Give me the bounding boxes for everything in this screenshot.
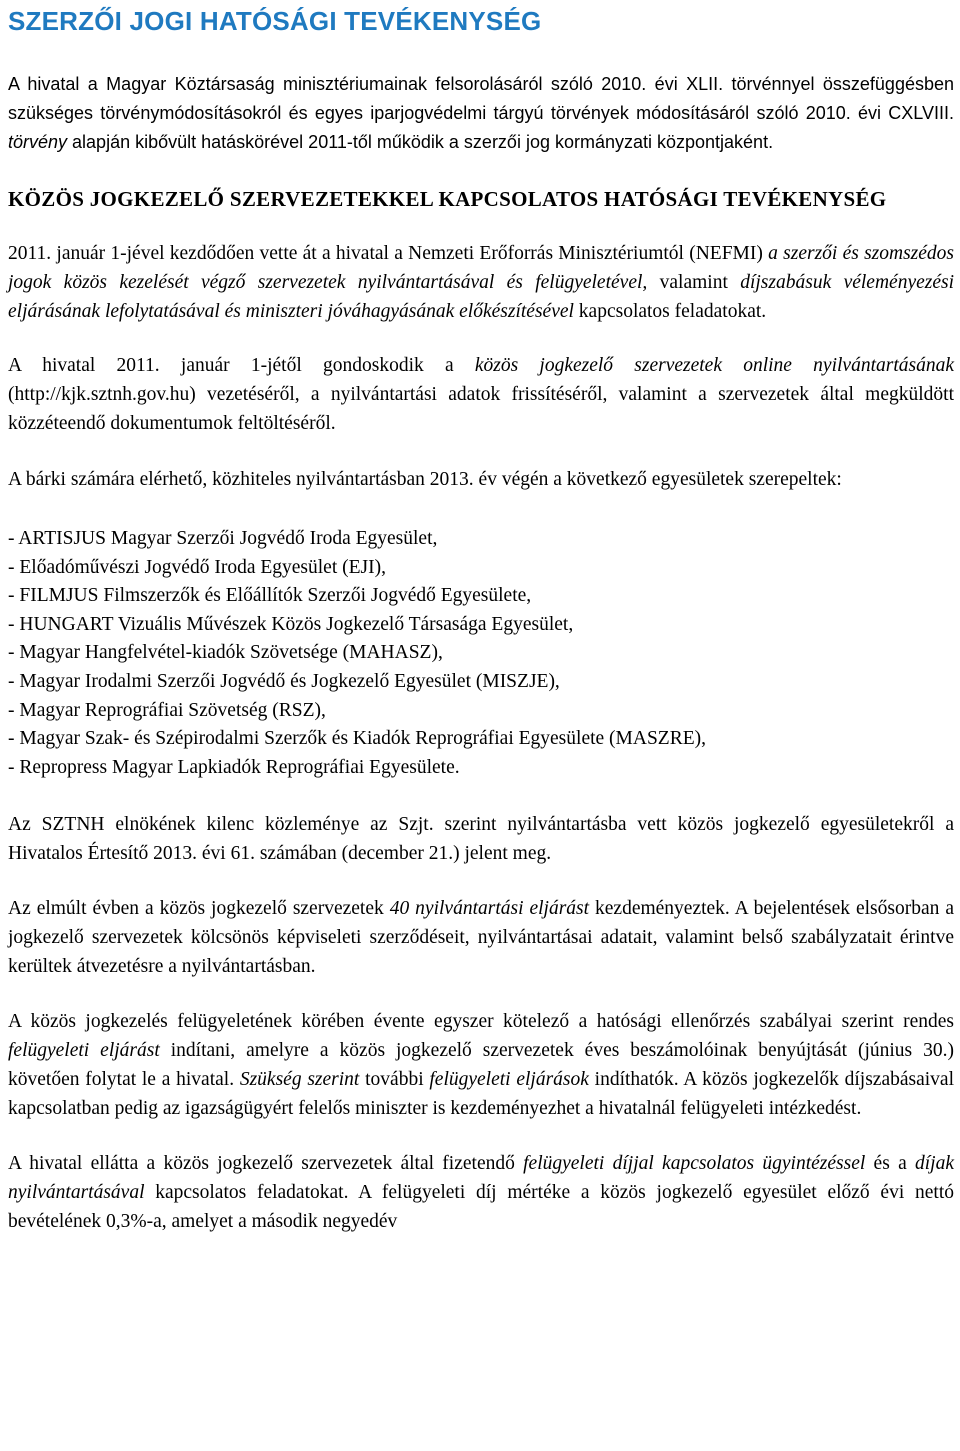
association-list: [8, 525, 954, 782]
italic-text: felügyeleti eljárást: [8, 1040, 160, 1062]
italic-text: 40 nyilvántartási eljárást: [389, 898, 590, 920]
text: indítani, amelyre a közös jogkezelő szervezetek éves beszámolóinak benyújtását (június 30.) követően folytat le a hivatal.: [8, 1040, 954, 1091]
paragraph-transfer: [8, 239, 954, 326]
text: A hivatal 2011. január 1-jétől gondoskodik a: [8, 355, 475, 376]
italic-text: díjak nyilvántartásával: [8, 1153, 954, 1204]
italic-text: a szerzői és szomszédos jogok közös kezelését végző szervezetek nyilvántartásával és felügyeletével,: [8, 243, 955, 293]
paragraph-registry-intro: A bárki számára elérhető, közhiteles nyilvántartásban 2013. év végén a következő egyesületek szerepeltek:: [8, 469, 842, 490]
text: kezdeményeztek. A bejelentések elsősorban a jogkezelő szervezetek kölcsönös képviseleti szerződéseit, nyilvántartásai adatait, valamint belső szabályzatait érintve kerültek átvezetésre a nyilvántartásban.: [8, 898, 954, 978]
section-heading: KÖZÖS JOGKEZELŐ SZERVEZETEKKEL KAPCSOLATOS HATÓSÁGI TEVÉKENYSÉG: [8, 187, 887, 211]
paragraph-procedures: [8, 894, 954, 981]
intro-text: A hivatal a Magyar Köztársaság minisztériumainak felsorolásáról szóló 2010. évi XLII. törvénnyel összefüggésben szükséges törvénymódosításokról és egyes iparjogvédelmi tárgyú törvények módosításáról szóló 2010. évi CXLVIII.: [8, 74, 954, 123]
list-item: - FILMJUS Filmszerzők és Előállítók Szerzői Jogvédő Egyesülete,: [8, 585, 532, 607]
intro-italic: törvény: [8, 132, 68, 152]
document-page: [8, 0, 954, 1236]
text: kapcsolatos feladatokat.: [573, 301, 767, 322]
text: A közös jogkezelés felügyeletének körében évente egyszer kötelező a hatósági ellenőrzés szabályai szerint rendes: [8, 1011, 954, 1033]
italic-text: felügyeleti díjjal kapcsolatos ügyintézéssel: [523, 1153, 866, 1175]
text: kapcsolatos feladatokat. A felügyeleti díj mértéke a közös jogkezelő egyesület előző évi nettó bevételének 0,3%-a, amelyet a második negyedév: [8, 1182, 954, 1233]
list-item: - Előadóművészi Jogvédő Iroda Egyesület (EJI),: [8, 556, 386, 578]
text: A hivatal ellátta a közös jogkezelő szervezetek által fizetendő: [8, 1153, 524, 1175]
italic-text: Szükség szerint: [239, 1069, 360, 1091]
intro-paragraph: [8, 70, 954, 157]
list-item: - Magyar Szak- és Szépirodalmi Szerzők és Kiadók Reprográfiai Egyesülete (MASZRE),: [8, 728, 707, 750]
paragraph-supervision: [8, 1007, 954, 1123]
text: Az elmúlt évben a közös jogkezelő szervezetek: [8, 898, 390, 920]
list-item: - HUNGART Vizuális Művészek Közös Jogkezelő Társasága Egyesület,: [8, 613, 574, 635]
text: 2011. január 1-jével kezdődően vette át a hivatal a Nemzeti Erőforrás Minisztériumtól (NEFMI): [8, 243, 769, 264]
list-item: - Magyar Reprográfiai Szövetség (RSZ),: [8, 699, 326, 721]
text: további: [359, 1069, 430, 1091]
italic-text: felügyeleti eljárások: [429, 1069, 589, 1091]
list-item: - Magyar Irodalmi Szerzői Jogvédő és Jogkezelő Egyesület (MISZJE),: [8, 670, 560, 692]
paragraph-announcements: Az SZTNH elnökének kilenc közleménye az Szjt. szerint nyilvántartásba vett közös jogkezelő egyesületekről a Hivatalos Értesítő 2013. évi 61. számában (december 21.) jelent meg.: [8, 814, 954, 865]
text: és a: [865, 1153, 915, 1175]
text: indíthatók. A közös jogkezelők díjszabásaival kapcsolatban pedig az igazságügyért felelős miniszter is kezdeményezhet a hivatalnál felügyeleti intézkedést.: [8, 1069, 955, 1120]
text: valamint: [647, 272, 741, 293]
italic-text: díjszabásuk véleményezési eljárásának lefolytatásával és miniszteri jóváhagyásának előkészítésével: [8, 272, 955, 322]
list-item: - ARTISJUS Magyar Szerzői Jogvédő Iroda Egyesület,: [8, 528, 438, 549]
text: (http://kjk.sztnh.gov.hu) vezetéséről, a nyilvántartási adatok frissítéséről, valamint a szervezetek által megküldött közzéteendő dokumentumok feltöltéséről.: [8, 384, 954, 434]
page-title: SZERZŐI JOGI HATÓSÁGI TEVÉKENYSÉG: [8, 6, 542, 36]
italic-text: közös jogkezelő szervezetek online nyilvántartásának: [474, 355, 954, 376]
list-item: - Repropress Magyar Lapkiadók Reprográfiai Egyesülete.: [8, 756, 460, 778]
paragraph-online-registry: [8, 351, 954, 438]
list-item: - Magyar Hangfelvétel-kiadók Szövetsége (MAHASZ),: [8, 642, 443, 664]
paragraph-fees: [8, 1149, 954, 1236]
intro-text-end: alapján kibővült hatáskörével 2011-től működik a szerzői jog kormányzati központjaként.: [67, 132, 774, 152]
